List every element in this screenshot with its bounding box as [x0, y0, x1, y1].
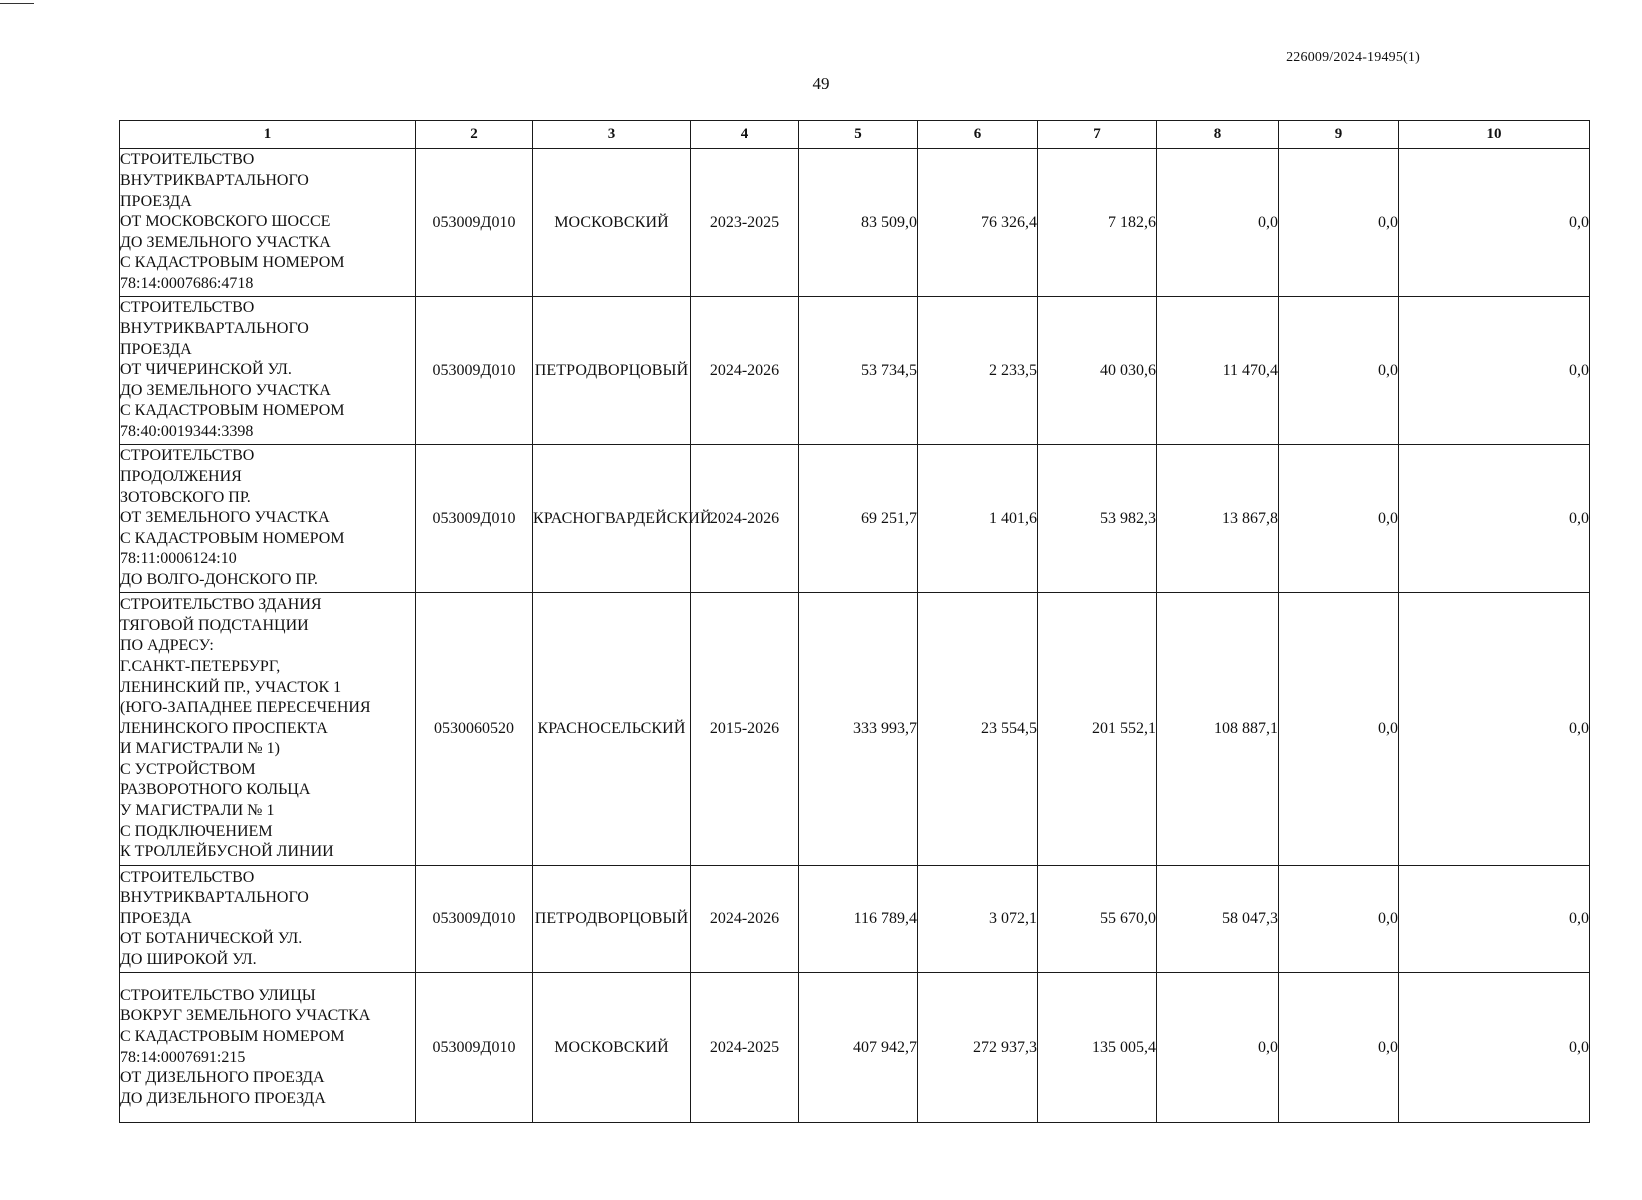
- column-header: 10: [1399, 121, 1590, 149]
- value-cell: 333 993,7: [799, 593, 918, 866]
- column-header: 1: [120, 121, 416, 149]
- code-cell: 053009Д010: [416, 149, 533, 297]
- value-cell: 0,0: [1279, 866, 1399, 973]
- value-cell: 0,0: [1279, 297, 1399, 445]
- value-cell: 0,0: [1157, 973, 1279, 1123]
- column-header: 4: [691, 121, 799, 149]
- value-cell: 1 401,6: [918, 445, 1038, 593]
- table-row: [120, 866, 1590, 973]
- value-cell: 76 326,4: [918, 149, 1038, 297]
- value-cell: 0,0: [1399, 149, 1590, 297]
- value-cell: 135 005,4: [1038, 973, 1157, 1123]
- value-cell: 0,0: [1399, 593, 1590, 866]
- table-row: [120, 445, 1590, 593]
- value-cell: 40 030,6: [1038, 297, 1157, 445]
- table-row: [120, 149, 1590, 297]
- value-cell: 13 867,8: [1157, 445, 1279, 593]
- code-cell: 053009Д010: [416, 445, 533, 593]
- object-name-cell: СТРОИТЕЛЬСТВО ВНУТРИКВАРТАЛЬНОГО ПРОЕЗДА ОТ ЧИЧЕРИНСКОЙ УЛ. ДО ЗЕМЕЛЬНОГО УЧАСТКА С КАДАСТРОВЫМ НОМЕРОМ 78:40:0019344:3398: [120, 297, 416, 445]
- code-cell: 053009Д010: [416, 866, 533, 973]
- investment-table: [119, 120, 1590, 1123]
- years-cell: 2024-2026: [691, 445, 799, 593]
- column-number-row: [120, 121, 1590, 149]
- code-cell: 053009Д010: [416, 297, 533, 445]
- district-cell: КРАСНОСЕЛЬСКИЙ: [533, 593, 691, 866]
- years-cell: 2024-2026: [691, 866, 799, 973]
- value-cell: 0,0: [1399, 297, 1590, 445]
- document-number: 226009/2024-19495(1): [1286, 50, 1420, 65]
- district-cell: МОСКОВСКИЙ: [533, 149, 691, 297]
- value-cell: 11 470,4: [1157, 297, 1279, 445]
- column-header: 7: [1038, 121, 1157, 149]
- value-cell: 2 233,5: [918, 297, 1038, 445]
- column-header: 2: [416, 121, 533, 149]
- scan-edge-mark: [0, 3, 34, 4]
- value-cell: 407 942,7: [799, 973, 918, 1123]
- district-cell: ПЕТРОДВОРЦОВЫЙ: [533, 866, 691, 973]
- object-name-cell: СТРОИТЕЛЬСТВО ВНУТРИКВАРТАЛЬНОГО ПРОЕЗДА ОТ БОТАНИЧЕСКОЙ УЛ. ДО ШИРОКОЙ УЛ.: [120, 866, 416, 973]
- object-name-cell: СТРОИТЕЛЬСТВО УЛИЦЫ ВОКРУГ ЗЕМЕЛЬНОГО УЧАСТКА С КАДАСТРОВЫМ НОМЕРОМ 78:14:0007691:215 ОТ ДИЗЕЛЬНОГО ПРОЕЗДА ДО ДИЗЕЛЬНОГО ПРОЕЗДА: [120, 973, 416, 1123]
- value-cell: 55 670,0: [1038, 866, 1157, 973]
- value-cell: 69 251,7: [799, 445, 918, 593]
- value-cell: 116 789,4: [799, 866, 918, 973]
- district-cell: МОСКОВСКИЙ: [533, 973, 691, 1123]
- value-cell: 108 887,1: [1157, 593, 1279, 866]
- value-cell: 0,0: [1399, 866, 1590, 973]
- years-cell: 2023-2025: [691, 149, 799, 297]
- value-cell: 53 982,3: [1038, 445, 1157, 593]
- page-number: 49: [812, 74, 830, 93]
- table-row: [120, 593, 1590, 866]
- years-cell: 2024-2026: [691, 297, 799, 445]
- object-name-cell: СТРОИТЕЛЬСТВО ЗДАНИЯ ТЯГОВОЙ ПОДСТАНЦИИ ПО АДРЕСУ: Г.САНКТ-ПЕТЕРБУРГ, ЛЕНИНСКИЙ ПР., УЧАСТОК 1 (ЮГО-ЗАПАДНЕЕ ПЕРЕСЕЧЕНИЯ ЛЕНИНСКОГО ПРОСПЕКТА И МАГИСТРАЛИ № 1) С УСТРОЙСТВОМ РАЗВОРОТНОГО КОЛЬЦА У МАГИСТРАЛИ № 1 С ПОДКЛЮЧЕНИЕМ К ТРОЛЛЕЙБУСНОЙ ЛИНИИ: [120, 593, 416, 866]
- years-cell: 2015-2026: [691, 593, 799, 866]
- value-cell: 23 554,5: [918, 593, 1038, 866]
- value-cell: 0,0: [1399, 973, 1590, 1123]
- code-cell: 053009Д010: [416, 973, 533, 1123]
- value-cell: 0,0: [1399, 445, 1590, 593]
- district-cell: ПЕТРОДВОРЦОВЫЙ: [533, 297, 691, 445]
- value-cell: 0,0: [1279, 973, 1399, 1123]
- value-cell: 201 552,1: [1038, 593, 1157, 866]
- table-row: [120, 297, 1590, 445]
- value-cell: 0,0: [1279, 445, 1399, 593]
- column-header: 8: [1157, 121, 1279, 149]
- value-cell: 272 937,3: [918, 973, 1038, 1123]
- column-header: 6: [918, 121, 1038, 149]
- value-cell: 0,0: [1279, 149, 1399, 297]
- value-cell: 53 734,5: [799, 297, 918, 445]
- column-header: 3: [533, 121, 691, 149]
- value-cell: 3 072,1: [918, 866, 1038, 973]
- district-cell: КРАСНОГВАРДЕЙСКИЙ: [533, 445, 691, 593]
- object-name-cell: СТРОИТЕЛЬСТВО ПРОДОЛЖЕНИЯ ЗОТОВСКОГО ПР. ОТ ЗЕМЕЛЬНОГО УЧАСТКА С КАДАСТРОВЫМ НОМЕРОМ 78:11:0006124:10 ДО ВОЛГО-ДОНСКОГО ПР.: [120, 445, 416, 593]
- value-cell: 83 509,0: [799, 149, 918, 297]
- value-cell: 58 047,3: [1157, 866, 1279, 973]
- value-cell: 0,0: [1157, 149, 1279, 297]
- table-row: [120, 973, 1590, 1123]
- object-name-cell: СТРОИТЕЛЬСТВО ВНУТРИКВАРТАЛЬНОГО ПРОЕЗДА ОТ МОСКОВСКОГО ШОССЕ ДО ЗЕМЕЛЬНОГО УЧАСТКА С КАДАСТРОВЫМ НОМЕРОМ 78:14:0007686:4718: [120, 149, 416, 297]
- years-cell: 2024-2025: [691, 973, 799, 1123]
- column-header: 5: [799, 121, 918, 149]
- code-cell: 0530060520: [416, 593, 533, 866]
- value-cell: 0,0: [1279, 593, 1399, 866]
- value-cell: 7 182,6: [1038, 149, 1157, 297]
- column-header: 9: [1279, 121, 1399, 149]
